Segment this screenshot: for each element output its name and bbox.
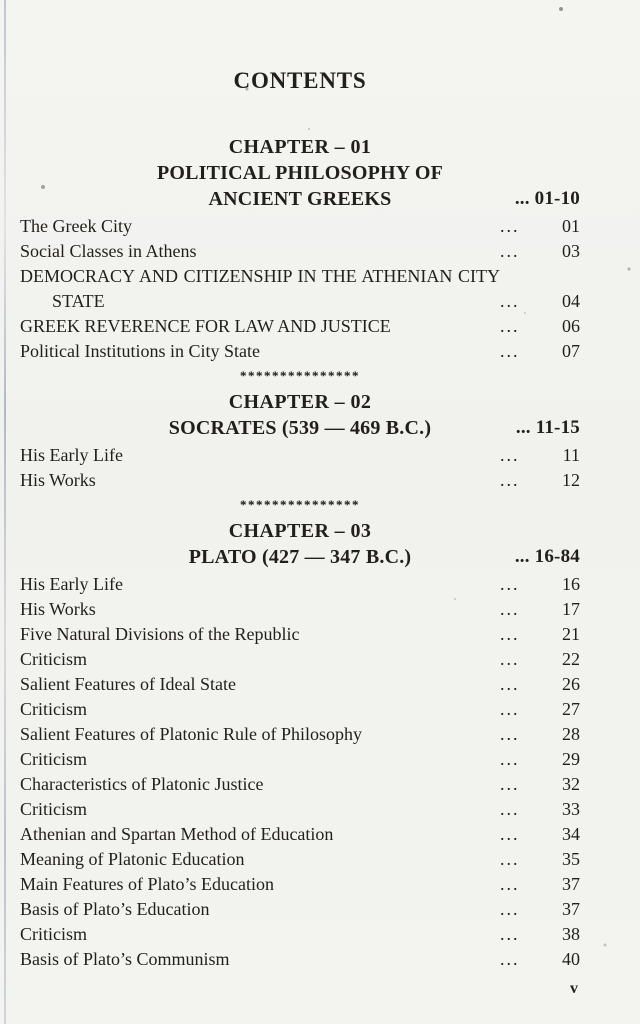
toc-entry-title: Characteristics of Platonic Justice bbox=[20, 774, 264, 794]
toc-entry-title: Criticism bbox=[20, 699, 87, 719]
toc-leader-dots: ... bbox=[500, 291, 520, 311]
toc-entry-page: 16 bbox=[562, 574, 580, 594]
chapter-subtitle-text: SOCRATES (539 — 469 B.C.) bbox=[168, 417, 432, 439]
chapter-page-range: ... 01-10 bbox=[514, 188, 580, 209]
toc-entry bbox=[20, 468, 580, 493]
toc-leader-dots: ... bbox=[500, 849, 520, 869]
toc-entry-page: 03 bbox=[562, 241, 580, 261]
toc-entry-title: Salient Features of Ideal State bbox=[20, 674, 236, 694]
chapter-section bbox=[20, 518, 580, 972]
chapter-heading bbox=[20, 134, 580, 212]
toc-entry-title: His Works bbox=[20, 599, 96, 619]
toc-entry-page: 32 bbox=[562, 774, 580, 794]
chapter-heading bbox=[20, 389, 580, 441]
folio-page-number: v bbox=[570, 980, 578, 997]
toc-leader-dots: ... bbox=[500, 470, 520, 490]
toc-entry bbox=[20, 947, 580, 972]
toc-leader-dots: ... bbox=[500, 924, 520, 944]
toc-entry-title: His Early Life bbox=[20, 445, 123, 465]
toc-entry-page: 17 bbox=[562, 599, 580, 619]
toc-entry-title: The Greek City bbox=[20, 216, 132, 236]
toc-entry bbox=[20, 314, 580, 339]
toc-entry bbox=[20, 597, 580, 622]
toc-leader-dots: ... bbox=[500, 624, 520, 644]
chapter-section bbox=[20, 134, 580, 385]
toc-entry bbox=[20, 847, 580, 872]
toc-entry-title: Criticism bbox=[20, 924, 87, 944]
chapter-subtitle-text: PLATO (427 — 347 B.C.) bbox=[188, 546, 412, 568]
toc-entry-title: GREEK REVERENCE FOR LAW AND JUSTICE bbox=[20, 316, 391, 336]
toc-entry-page: 28 bbox=[562, 724, 580, 744]
toc-leader-dots: ... bbox=[500, 749, 520, 769]
toc-entry-title: His Early Life bbox=[20, 574, 123, 594]
chapter-subtitle bbox=[20, 160, 580, 186]
toc-entry-title: His Works bbox=[20, 470, 96, 490]
toc-leader-dots: ... bbox=[500, 799, 520, 819]
toc-entry bbox=[20, 922, 580, 947]
toc-entry-title: Five Natural Divisions of the Republic bbox=[20, 624, 300, 644]
toc-leader-dots: ... bbox=[500, 241, 520, 261]
chapter-subtitle-text: ANCIENT GREEKS bbox=[208, 188, 392, 210]
toc-entry-page: 21 bbox=[562, 624, 580, 644]
toc-leader-dots: ... bbox=[500, 216, 520, 236]
toc-entry-page: 06 bbox=[562, 316, 580, 336]
toc-entry-title: Basis of Plato’s Communism bbox=[20, 949, 230, 969]
toc-entry bbox=[20, 239, 580, 264]
toc-entry-title: DEMOCRACY AND CITIZENSHIP IN THE ATHENIAN CITY STATE bbox=[20, 266, 500, 311]
toc-entry bbox=[20, 772, 580, 797]
toc-entry-page: 38 bbox=[562, 924, 580, 944]
toc-entry-page: 01 bbox=[562, 216, 580, 236]
toc-leader-dots: ... bbox=[500, 874, 520, 894]
toc-entry-title: Athenian and Spartan Method of Education bbox=[20, 824, 334, 844]
toc-entry-title: Basis of Plato’s Education bbox=[20, 899, 210, 919]
chapter-heading bbox=[20, 518, 580, 570]
toc-entry bbox=[20, 214, 580, 239]
toc-entry bbox=[20, 797, 580, 822]
chapter-title: CHAPTER – 02 bbox=[228, 391, 372, 413]
toc-leader-dots: ... bbox=[500, 649, 520, 669]
chapter-title: CHAPTER – 01 bbox=[228, 136, 372, 158]
toc-leader-dots: ... bbox=[500, 774, 520, 794]
toc-entry bbox=[20, 572, 580, 597]
toc-leader-dots: ... bbox=[500, 674, 520, 694]
toc-leader-dots: ... bbox=[500, 899, 520, 919]
toc-leader-dots: ... bbox=[500, 824, 520, 844]
toc-entry bbox=[20, 747, 580, 772]
toc-entry-page: 27 bbox=[562, 699, 580, 719]
toc-entry-title: Meaning of Platonic Education bbox=[20, 849, 245, 869]
chapters-list bbox=[20, 134, 580, 972]
toc-leader-dots: ... bbox=[500, 574, 520, 594]
toc-leader-dots: ... bbox=[500, 724, 520, 744]
section-separator: *************** bbox=[240, 497, 360, 512]
toc-entry bbox=[20, 872, 580, 897]
chapter-subtitle bbox=[20, 186, 580, 212]
page-title: CONTENTS bbox=[233, 68, 367, 93]
toc-entry bbox=[20, 647, 580, 672]
section-separator: *************** bbox=[240, 368, 360, 383]
toc-entry-page: 35 bbox=[562, 849, 580, 869]
toc-entry-page: 11 bbox=[562, 445, 580, 465]
toc-entry bbox=[20, 697, 580, 722]
toc-entry-title: Political Institutions in City State bbox=[20, 341, 261, 361]
toc-leader-dots: ... bbox=[500, 316, 520, 336]
toc-entry-page: 12 bbox=[562, 470, 580, 490]
toc-entry-title: Criticism bbox=[20, 649, 87, 669]
toc-entry bbox=[20, 622, 580, 647]
chapter-section bbox=[20, 389, 580, 514]
toc-entry bbox=[20, 897, 580, 922]
toc-entry bbox=[20, 722, 580, 747]
toc-entry-page: 29 bbox=[562, 749, 580, 769]
toc-entry-title: Social Classes in Athens bbox=[20, 241, 197, 261]
toc-entry-page: 22 bbox=[562, 649, 580, 669]
chapter-page-range: ... 11-15 bbox=[515, 417, 580, 438]
chapter-subtitle-text: POLITICAL PHILOSOPHY OF bbox=[156, 162, 444, 184]
toc-entry-page: 37 bbox=[562, 899, 580, 919]
toc-entry-page: 04 bbox=[562, 291, 580, 311]
toc-leader-dots: ... bbox=[500, 341, 520, 361]
chapter-subtitle bbox=[20, 415, 580, 441]
toc-leader-dots: ... bbox=[500, 445, 520, 465]
toc-entry-page: 37 bbox=[562, 874, 580, 894]
toc-entry bbox=[20, 672, 580, 697]
toc-entry-title: Criticism bbox=[20, 749, 87, 769]
toc-entry bbox=[20, 339, 580, 364]
chapter-page-range: ... 16-84 bbox=[514, 546, 580, 567]
toc-entry-page: 26 bbox=[562, 674, 580, 694]
toc-entry-page: 34 bbox=[562, 824, 580, 844]
chapter-subtitle bbox=[20, 544, 580, 570]
toc-leader-dots: ... bbox=[500, 699, 520, 719]
toc-entry bbox=[20, 443, 580, 468]
toc-entry-title: Main Features of Plato’s Education bbox=[20, 874, 274, 894]
toc-entry-title: Criticism bbox=[20, 799, 87, 819]
toc-entry-page: 40 bbox=[562, 949, 580, 969]
toc-leader-dots: ... bbox=[500, 949, 520, 969]
toc-entry-title: Salient Features of Platonic Rule of Philosophy bbox=[20, 724, 362, 744]
toc-entry-page: 07 bbox=[562, 341, 580, 361]
toc-entry bbox=[20, 822, 580, 847]
toc-entry bbox=[20, 264, 580, 314]
toc-entry-page: 33 bbox=[562, 799, 580, 819]
toc-leader-dots: ... bbox=[500, 599, 520, 619]
chapter-title: CHAPTER – 03 bbox=[228, 520, 372, 542]
